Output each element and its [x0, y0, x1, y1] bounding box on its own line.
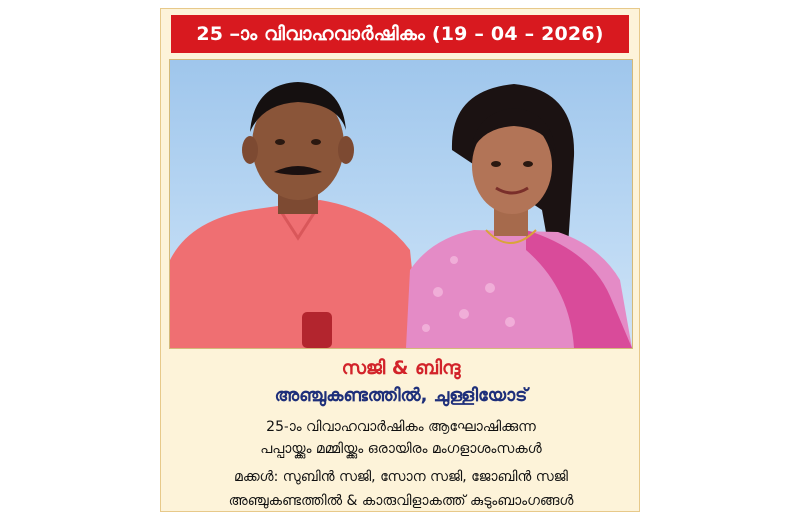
- couple-names: സജി & ബിന്ദു: [341, 357, 461, 379]
- phone: [302, 312, 332, 348]
- children-line: മക്കൾ: സുബിൻ സജി, സോന സജി, ജോബിൻ സജി: [234, 469, 568, 485]
- couple-photo: [169, 59, 633, 349]
- message-line-2: പപ്പായ്ക്കും മമ്മിയ്ക്കും ഒരായിരം മംഗളാശംസകൾ: [260, 441, 542, 457]
- anniversary-banner: 25 –ാം വിവാഹവാർഷികം (19 – 04 – 2026): [171, 15, 629, 53]
- message-line-1: 25-ാം വിവാഹവാർഷികം ആഘോഷിക്കുന്ന: [266, 419, 536, 435]
- house-name: അഞ്ചുകണ്ടത്തിൽ, ചുള്ളിയോട്: [274, 385, 528, 406]
- families-line: അഞ്ചുകണ്ടത്തിൽ & കാരുവിളാകത്ത് കുടുംബാംഗങ്ങൾ: [228, 493, 574, 509]
- couple-photo-illustration: [170, 60, 632, 348]
- man-shirt: [170, 200, 420, 348]
- greeting-ad: [160, 8, 640, 512]
